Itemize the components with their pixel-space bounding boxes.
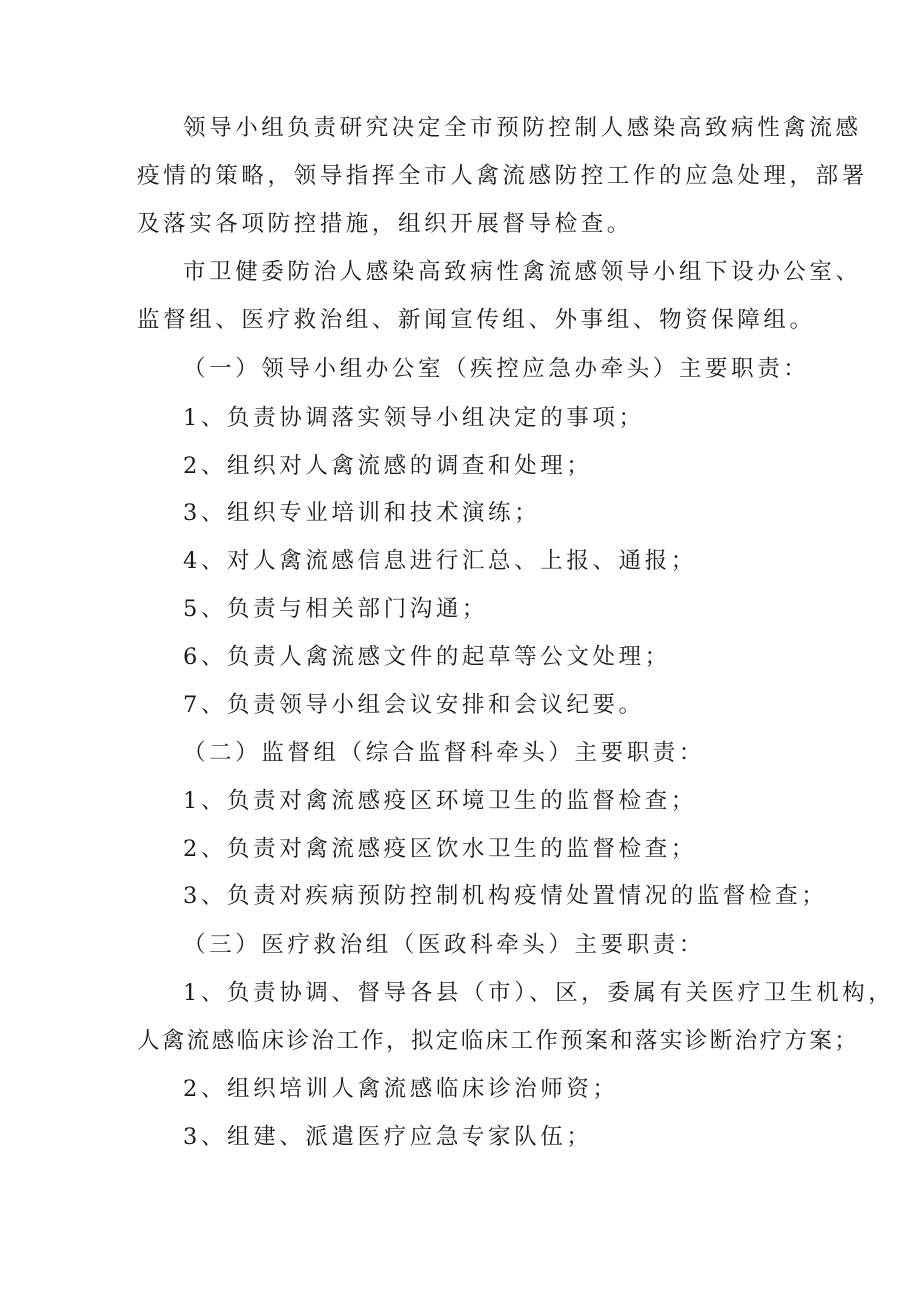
paragraph-intro-line-2: 疫情的策略，领导指挥全市人禽流感防控工作的应急处理，部署 bbox=[137, 163, 868, 189]
list-item: 1、负责对禽流感疫区环境卫生的监督检查； bbox=[183, 788, 697, 814]
list-item: 7、负责领导小组会议安排和会议纪要。 bbox=[183, 692, 645, 718]
list-item: 6、负责人禽流感文件的起草等公文处理； bbox=[183, 644, 671, 670]
section-heading-office: （一）领导小组办公室（疾控应急办牵头）主要职责： bbox=[183, 356, 810, 382]
list-item-continuation: 人禽流感临床诊治工作，拟定临床工作预案和落实诊断治疗方案； bbox=[137, 1028, 860, 1054]
paragraph-intro-line-1: 领导小组负责研究决定全市预防控制人感染高致病性禽流感 bbox=[183, 115, 862, 141]
list-item: 3、组织专业培训和技术演练； bbox=[183, 500, 541, 526]
paragraph-setup-line-1: 市卫健委防治人感染高致病性禽流感领导小组下设办公室、 bbox=[183, 259, 862, 285]
paragraph-setup-line-2: 监督组、医疗救治组、新闻宣传组、外事组、物资保障组。 bbox=[137, 307, 816, 333]
list-item: 5、负责与相关部门沟通； bbox=[183, 596, 489, 622]
list-item: 2、组织对人禽流感的调查和处理； bbox=[183, 453, 593, 479]
paragraph-intro-line-3: 及落实各项防控措施，组织开展督导检查。 bbox=[137, 211, 633, 237]
list-item: 3、组建、派遣医疗应急专家队伍； bbox=[183, 1124, 593, 1150]
section-heading-medical: （三）医疗救治组（医政科牵头）主要职责： bbox=[183, 932, 706, 958]
list-item: 1、负责协调落实领导小组决定的事项； bbox=[183, 405, 645, 431]
list-item: 2、组织培训人禽流感临床诊治师资； bbox=[183, 1076, 619, 1102]
section-heading-supervision: （二）监督组（综合监督科牵头）主要职责： bbox=[183, 740, 706, 766]
list-item: 2、负责对禽流感疫区饮水卫生的监督检查； bbox=[183, 836, 697, 862]
list-item: 4、对人禽流感信息进行汇总、上报、通报； bbox=[183, 548, 697, 574]
list-item: 1、负责协调、督导各县（市）、区，委属有关医疗卫生机构， bbox=[183, 980, 895, 1006]
list-item: 3、负责对疾病预防控制机构疫情处置情况的监督检查； bbox=[183, 883, 828, 909]
